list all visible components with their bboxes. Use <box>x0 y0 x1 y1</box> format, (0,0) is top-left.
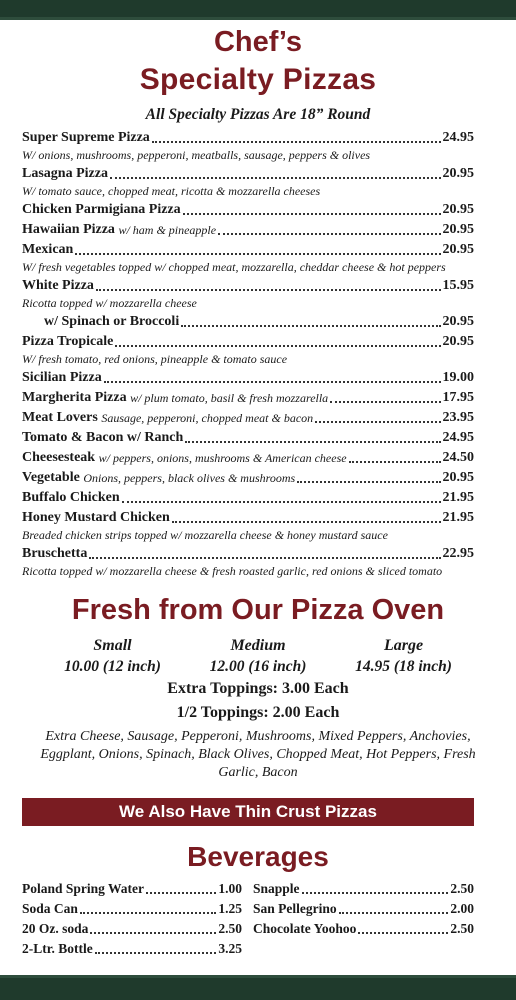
menu-item-description: Breaded chicken strips topped w/ mozzarella cheese & honey mustard sauce <box>22 528 388 542</box>
beverage-name: Snapple <box>253 881 300 896</box>
beverages-right-column <box>253 879 474 939</box>
dot-leader <box>75 253 440 255</box>
thin-crust-banner: We Also Have Thin Crust Pizzas <box>22 798 474 826</box>
menu-item-price: 19.00 <box>442 370 474 385</box>
size-small <box>40 636 185 677</box>
menu-item-price: 17.95 <box>442 390 474 405</box>
size-medium <box>186 636 331 677</box>
menu-item-row <box>22 544 474 564</box>
menu-item-price: 20.95 <box>442 314 474 329</box>
dot-leader <box>90 932 216 934</box>
menu-item-price: 23.95 <box>442 410 474 425</box>
dot-leader <box>330 401 440 403</box>
dot-leader <box>95 952 217 954</box>
menu-item-row <box>22 388 474 408</box>
extra-toppings-price: Extra Toppings: 3.00 Each <box>167 680 349 697</box>
beverage-price: 1.25 <box>218 901 242 916</box>
dot-leader <box>218 233 440 235</box>
size-price: 12.00 (16 inch) <box>209 658 307 675</box>
menu-item-price: 20.95 <box>442 166 474 181</box>
beverage-name: 20 Oz. soda <box>22 921 89 936</box>
dot-leader <box>302 892 449 894</box>
oven-section-title: Fresh from Our Pizza Oven <box>71 594 445 626</box>
menu-item-description: Ricotta topped w/ mozzarella cheese <box>22 296 197 310</box>
dot-leader <box>172 521 441 523</box>
beverage-name: Chocolate Yoohoo <box>253 921 357 936</box>
bottom-border-bar <box>0 975 516 1000</box>
dot-leader <box>349 461 441 463</box>
dot-leader <box>297 481 440 483</box>
menu-item-price: 21.95 <box>442 510 474 525</box>
size-price-row <box>40 636 476 677</box>
menu-item-name: Honey Mustard Chicken <box>22 510 170 525</box>
menu-item-price: 20.95 <box>442 470 474 485</box>
menu-item-name: Vegetable <box>22 470 80 485</box>
menu-item-price: 24.95 <box>442 430 474 445</box>
dot-leader <box>89 557 440 559</box>
beverage-price: 3.25 <box>218 941 242 956</box>
menu-item-row <box>22 128 474 148</box>
beverage-name: 2-Ltr. Bottle <box>22 941 93 956</box>
menu-item-row <box>22 428 474 448</box>
page-subtitle: All Specialty Pizzas Are 18” Round <box>145 106 371 123</box>
beverage-price: 2.00 <box>450 901 474 916</box>
beverages-left-column <box>22 879 242 959</box>
page-title-line2: Specialty Pizzas <box>139 63 377 96</box>
menu-item-row <box>22 240 474 260</box>
toppings-list: Extra Cheese, Sausage, Pepperoni, Mushrooms, Mixed Peppers, Anchovies, Eggplant, Onions, Spinach, Black Olives, Chopped Meat, Hot Peppers, Fresh Garlic, Bacon <box>40 729 476 780</box>
menu-item-name: Tomato & Bacon w/ Ranch <box>22 430 184 445</box>
menu-item-name: Mexican <box>22 242 74 257</box>
menu-item-name: Pizza Tropicale <box>22 334 114 349</box>
beverage-row <box>253 899 474 919</box>
page-title-line1: Chef’s <box>213 26 303 58</box>
size-large <box>331 636 476 677</box>
menu-item-description: Ricotta topped w/ mozzarella cheese & fresh roasted garlic, red onions & sliced tomato <box>22 564 443 578</box>
menu-item-name: Bruschetta <box>22 546 88 561</box>
size-label: Large <box>383 637 424 654</box>
menu-item-row <box>22 276 474 296</box>
dot-leader <box>115 345 440 347</box>
beverage-row <box>22 899 242 919</box>
menu-item-name: Sicilian Pizza <box>22 370 102 385</box>
menu-item-description: W/ tomato sauce, chopped meat, ricotta & mozzarella cheeses <box>22 184 321 198</box>
menu-item-row <box>22 200 474 220</box>
menu-item-inline-desc: w/ plum tomato, basil & fresh mozzarella <box>130 391 329 405</box>
menu-item-name: Buffalo Chicken <box>22 490 120 505</box>
dot-leader <box>146 892 216 894</box>
beverage-price: 2.50 <box>450 881 474 896</box>
dot-leader <box>96 289 441 291</box>
half-toppings-price: 1/2 Toppings: 2.00 Each <box>176 704 340 721</box>
size-label: Small <box>93 637 132 654</box>
menu-item-price: 20.95 <box>442 202 474 217</box>
size-label: Medium <box>230 637 286 654</box>
dot-leader <box>315 421 440 423</box>
menu-item-inline-desc: Onions, peppers, black olives & mushrooms <box>83 471 296 485</box>
menu-item-inline-desc: w/ ham & pineapple <box>118 223 217 237</box>
menu-item-row <box>22 368 474 388</box>
menu-item-row <box>22 488 474 508</box>
dot-leader <box>104 381 441 383</box>
menu-item-inline-desc: Sausage, pepperoni, chopped meat & bacon <box>101 411 314 425</box>
beverage-row <box>22 939 242 959</box>
menu-item-price: 22.95 <box>442 546 474 561</box>
dot-leader <box>110 177 441 179</box>
menu-item-name: w/ Spinach or Broccoli <box>44 314 180 329</box>
menu-item-price: 15.95 <box>442 278 474 293</box>
menu-item-name: Meat Lovers <box>22 410 98 425</box>
dot-leader <box>181 325 440 327</box>
menu-item-row <box>22 508 474 528</box>
menu-item-price: 24.50 <box>442 450 474 465</box>
menu-item-price: 20.95 <box>442 222 474 237</box>
menu-item-price: 24.95 <box>442 130 474 145</box>
beverage-price: 2.50 <box>218 921 242 936</box>
menu-item-row <box>22 468 474 488</box>
beverage-row <box>22 919 242 939</box>
specialty-pizza-list <box>22 128 474 580</box>
beverage-price: 1.00 <box>218 881 242 896</box>
menu-item-description: W/ fresh tomato, red onions, pineapple & tomato sauce <box>22 352 288 366</box>
menu-item-inline-desc: w/ peppers, onions, mushrooms & American cheese <box>98 451 347 465</box>
menu-item-row <box>22 408 474 428</box>
beverage-name: San Pellegrino <box>253 901 337 916</box>
dot-leader <box>122 501 441 503</box>
dot-leader <box>183 213 441 215</box>
menu-item-row <box>22 332 474 352</box>
menu-item-row <box>22 220 474 240</box>
beverage-name: Poland Spring Water <box>22 881 145 896</box>
menu-item-price: 21.95 <box>442 490 474 505</box>
dot-leader <box>185 441 440 443</box>
menu-item-row <box>22 448 474 468</box>
menu-item-name: Margherita Pizza <box>22 390 127 405</box>
beverage-row <box>253 919 474 939</box>
dot-leader <box>152 141 441 143</box>
menu-item-name: Chicken Parmigiana Pizza <box>22 202 181 217</box>
dot-leader <box>339 912 449 914</box>
menu-item-price: 20.95 <box>442 242 474 257</box>
size-price: 10.00 (12 inch) <box>64 658 161 675</box>
menu-item-description: W/ fresh vegetables topped w/ chopped meat, mozzarella, cheddar cheese & hot peppers <box>22 260 446 274</box>
beverages-title: Beverages <box>187 841 329 872</box>
dot-leader <box>358 932 448 934</box>
dot-leader <box>80 912 216 914</box>
size-price: 14.95 (18 inch) <box>355 658 452 675</box>
menu-item-name: White Pizza <box>22 278 94 293</box>
beverage-name: Soda Can <box>22 901 78 916</box>
menu-item-name: Lasagna Pizza <box>22 166 108 181</box>
menu-item-name: Super Supreme Pizza <box>22 130 150 145</box>
menu-item-name: Hawaiian Pizza <box>22 222 115 237</box>
menu-item-price: 20.95 <box>442 334 474 349</box>
menu-item-name: Cheesesteak <box>22 450 96 465</box>
beverage-price: 2.50 <box>450 921 474 936</box>
menu-item-description: W/ onions, mushrooms, pepperoni, meatballs, sausage, peppers & olives <box>22 148 371 162</box>
menu-item-row <box>22 164 474 184</box>
beverage-row <box>22 879 242 899</box>
menu-item-row <box>22 312 474 332</box>
beverage-row <box>253 879 474 899</box>
top-border-bar <box>0 0 516 20</box>
